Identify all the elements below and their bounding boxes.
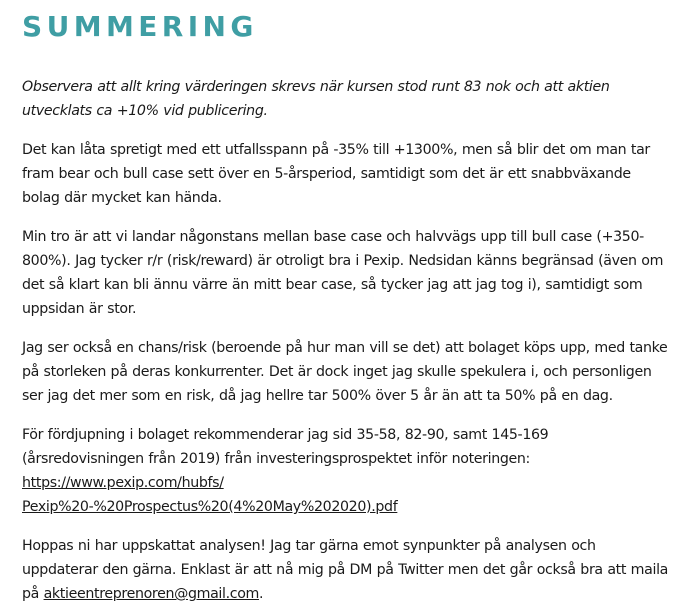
prospectus-link[interactable] xyxy=(22,475,397,515)
article-section xyxy=(22,8,670,606)
deep-dive-text: För fördjupning i bolaget rekommenderar jag sid 35-58, 82-90, samt 145-169 (årsredovisningen från 2019) från investeringsprospektet inför noteringen: xyxy=(22,427,549,467)
paragraph-deep-dive xyxy=(22,423,670,519)
section-heading: SUMMERING xyxy=(22,10,258,43)
prospectus-link-part-2: Pexip%20-%20Prospectus%20(4%20May%202020).pdf xyxy=(22,499,398,515)
paragraph-base-case: Min tro är att vi landar någonstans mellan base case och halvvägs upp till bull case (+350-800%). Jag tycker r/r (risk/reward) är otroligt bra i Pexip. Nedsidan känns begränsad (även om det så klart kan bli ännu värre än mitt bear case, så tycker jag att jag tog i), samtidigt som uppsidan är stor. xyxy=(22,229,664,317)
paragraph-closing xyxy=(22,534,670,606)
paragraph-outcome-range: Det kan låta spretigt med ett utfallsspann på -35% till +1300%, men så blir det om man tar fram bear och bull case sett över en 5-årsperiod, samtidigt som det är ett snabbväxande bolag där mycket kan hända. xyxy=(22,142,650,206)
closing-punctuation: . xyxy=(259,586,264,602)
paragraph-acquisition-risk: Jag ser också en chans/risk (beroende på hur man vill se det) att bolaget köps upp, med tanke på storleken på deras konkurrenter. Det är dock inget jag skulle spekulera i, och personligen ser jag det mer som en risk, då jag hellre tar 500% över 5 år än att ta 50% på en dag. xyxy=(22,340,668,404)
prospectus-link-part-1: https://www.pexip.com/hubfs/ xyxy=(22,475,224,491)
email-link[interactable]: aktieentreprenoren@gmail.com xyxy=(43,586,260,602)
closing-text: Hoppas ni har uppskattat analysen! Jag tar gärna emot synpunkter på analysen och uppdaterar den gärna. Enklast är att nå mig på DM på Twitter men det går också bra att maila på xyxy=(22,538,669,602)
intro-note: Observera att allt kring värderingen skrevs när kursen stod runt 83 nok och att aktien utvecklats ca +10% vid publicering. xyxy=(22,79,610,119)
